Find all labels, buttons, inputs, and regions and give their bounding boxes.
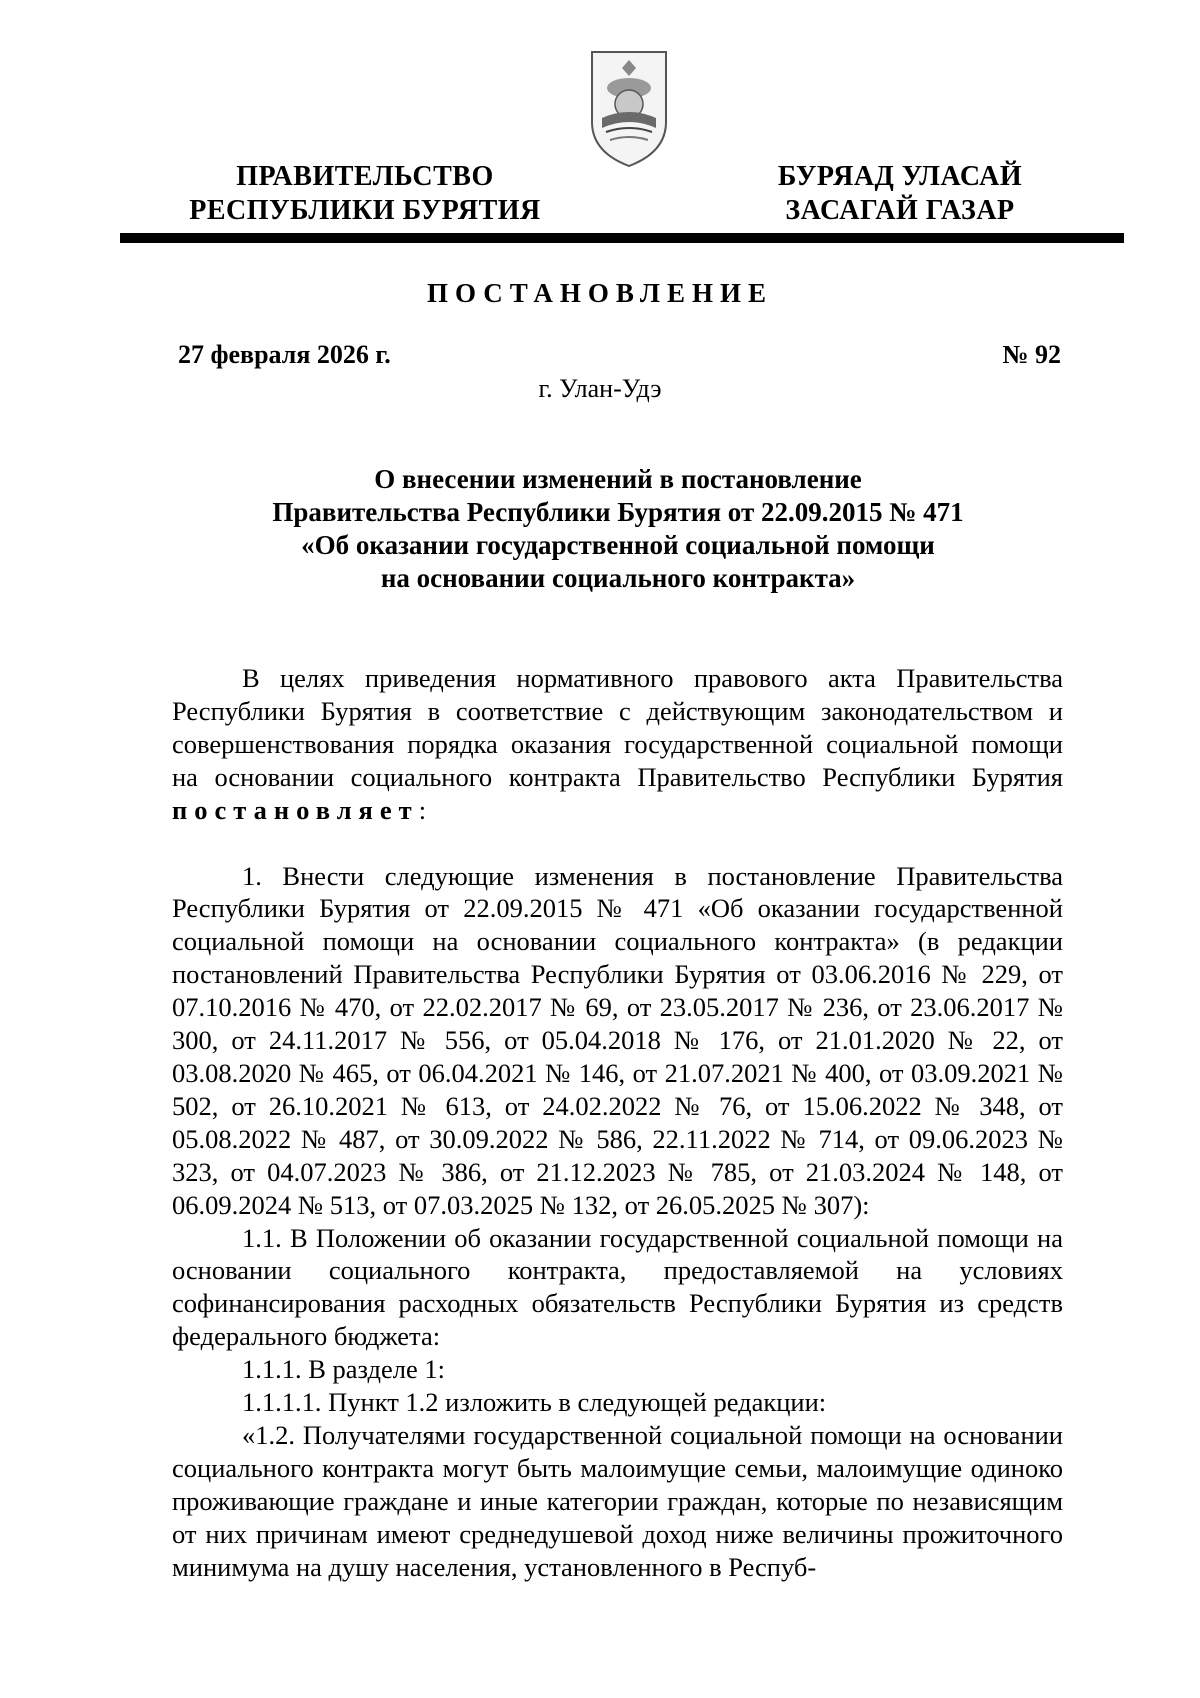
coat-of-arms-icon <box>586 46 672 170</box>
title-line2: Правительства Республики Бурятия от 22.09.2015 № 471 <box>272 497 964 527</box>
header-right-line1: БУРЯАД УЛАСАЙ <box>777 161 1023 192</box>
document-type: ПОСТАНОВЛЕНИЕ <box>426 278 774 308</box>
title-line1: О внесении изменений в постановление <box>374 464 862 494</box>
document-city: г. Улан-Удэ <box>538 374 662 403</box>
header-divider <box>120 233 1124 243</box>
preamble-verb: постановляет <box>172 794 419 825</box>
item-1-1: 1.1. В Положении об оказании государственной социальной помощи на основании социального контракта, предоставляемой на условиях софинансирования расходных обязательств Республики Бурятия из средств федерального бюджета: <box>172 1222 1063 1352</box>
preamble-end: : <box>418 794 427 825</box>
document-body <box>172 662 1063 1583</box>
header-left-line2: РЕСПУБЛИКИ БУРЯТИЯ <box>189 195 541 226</box>
quoted-item-1-2: «1.2. Получателями государственной социальной помощи на основании социального контракта могут быть малоимущие семьи, малоимущие одиноко проживающие граждане и иные категории граждан, которые по независящим от них причинам имеют среднедушевой доход ниже величины прожиточного минимума на душу населения, установленного в Респуб- <box>172 1419 1063 1582</box>
header-left-line1: ПРАВИТЕЛЬСТВО <box>236 161 494 192</box>
government-name-buryat <box>752 160 1048 228</box>
title-line4: на основании социального контракта» <box>380 563 856 593</box>
document-date: 27 февраля 2026 г. <box>178 340 391 369</box>
title-line3: «Об оказании государственной социальной помощи <box>301 530 935 560</box>
item-1-1-1-1: 1.1.1.1. Пункт 1.2 изложить в следующей редакции: <box>242 1387 827 1418</box>
header-right-line2: ЗАСАГАЙ ГАЗАР <box>785 195 1015 226</box>
document-number: № 92 <box>1002 340 1061 369</box>
document-title <box>180 463 1056 595</box>
item-1: 1. Внести следующие изменения в постановление Правительства Республики Бурятия от 22.09.2015 № 471 «Об оказании государственной социальной помощи на основании социального контракта» (в редакции постановлений Правительства Республики Бурятия от 03.06.2016 № 229, от 07.10.2016 № 470, от 22.02.2017 № 69, от 23.05.2017 № 236, от 23.06.2017 № 300, от 24.11.2017 № 556, от 05.04.2018 № 176, от 21.01.2020 № 22, от 03.08.2020 № 465, от 06.04.2021 № 146, от 21.07.2021 № 400, от 03.09.2021 № 502, от 26.10.2021 № 613, от 24.02.2022 № 76, от 15.06.2022 № 348, от 05.08.2022 № 487, от 30.09.2022 № 586, 22.11.2022 № 714, от 09.06.2023 № 323, от 04.07.2023 № 386, от 21.12.2023 № 785, от 21.03.2024 № 148, от 06.09.2024 № 513, от 07.03.2025 № 132, от 26.05.2025 № 307): <box>172 860 1063 1220</box>
item-1-1-1: 1.1.1. В разделе 1: <box>242 1354 446 1385</box>
preamble-paragraph <box>172 662 1063 827</box>
preamble-text: В целях приведения нормативного правового акта Правительства Республики Бурятия в соответствие с действующим законодательством и совершенствования порядка оказания государственной социальной помощи на основании социального контракта Правительство Республики Бурятия <box>172 663 1063 792</box>
government-name-russian <box>175 160 555 228</box>
